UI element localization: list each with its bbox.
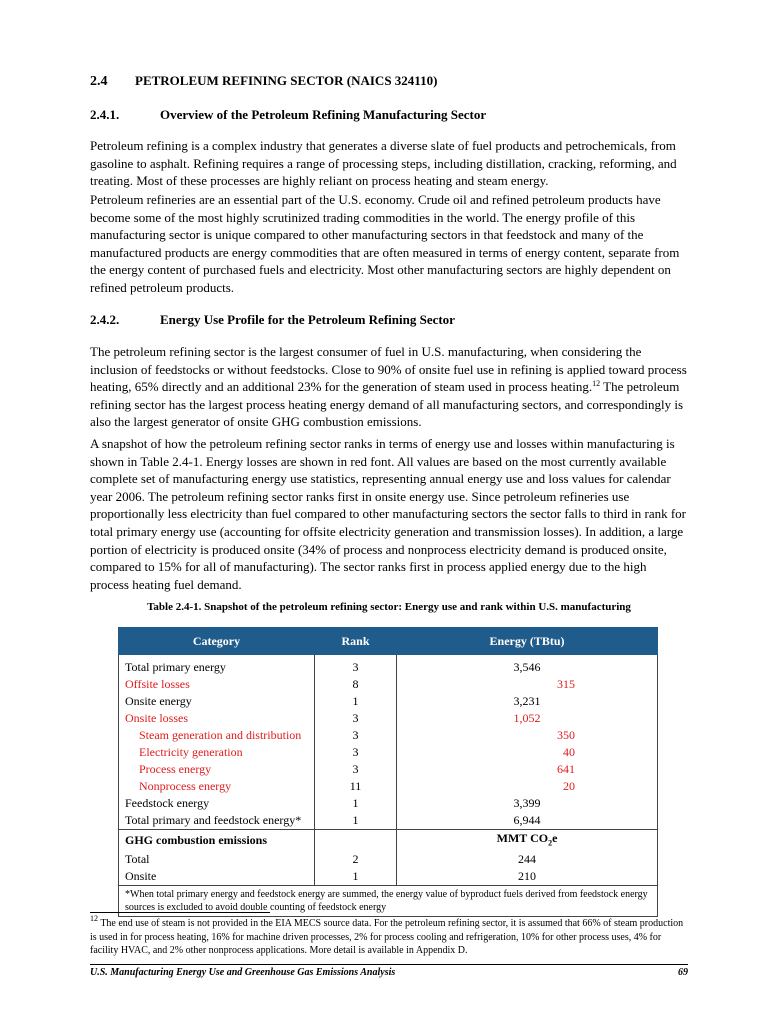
- subsection-number: 2.4.1.: [90, 107, 120, 122]
- footnote: [90, 914, 688, 958]
- table-row: [119, 778, 658, 795]
- energy-cell: 641: [397, 761, 658, 778]
- table-row: [119, 659, 658, 676]
- table-row: [119, 676, 658, 693]
- category-cell: Onsite: [119, 868, 315, 886]
- section-number: 2.4: [90, 74, 108, 89]
- column-header: Rank: [314, 628, 396, 655]
- page-footer: [90, 967, 688, 978]
- ghg-unit: MMT $CO_2e$: [397, 830, 658, 852]
- subsection-number: 2.4.2.: [90, 312, 120, 327]
- footnote-mark: 12: [90, 914, 98, 923]
- column-header: Category: [119, 628, 315, 655]
- table-row: [119, 851, 658, 868]
- energy-cell: 3,231: [397, 693, 658, 710]
- table-row: [119, 744, 658, 761]
- footnote-text: The end use of steam is not provided in the EIA MECS source data. For the petroleum refining sector, it is assumed that 66% of steam production is used in for process heating, 16% for machine driven processes, 2% for process cooling and refrigeration, 10% for other process uses, 4% for facility HVAC, and 2% other nonprocess applications. More detail is available in Appendix D.: [90, 918, 684, 956]
- table-row: [119, 868, 658, 886]
- paragraph-text: The petroleum refining sector has the largest process heating energy demand of all manufacturing sectors, and correspondingly is also the largest generator of onsite GHG combustion emissions.: [90, 379, 684, 430]
- rank-cell: 1: [314, 795, 396, 812]
- rank-cell: 1: [314, 693, 396, 710]
- table-note: *When total primary energy and feedstock energy are summed, the energy value of byproduct fuels derived from feedstock energy sources is excluded to avoid double counting of feedstock energy: [119, 886, 658, 917]
- subsection-title: Energy Use Profile for the Petroleum Refining Sector: [160, 312, 455, 327]
- footnote-reference: 12: [592, 379, 601, 389]
- category-cell: Electricity generation: [119, 744, 315, 761]
- energy-cell: 3,546: [397, 659, 658, 676]
- subsection-heading-energy-use: [90, 312, 455, 328]
- category-cell: Steam generation and distribution: [119, 727, 315, 744]
- section-title: PETROLEUM REFINING SECTOR (NAICS 324110): [135, 73, 438, 88]
- category-cell: Nonprocess energy: [119, 778, 315, 795]
- energy-cell: 20: [397, 778, 658, 795]
- section-heading: [90, 73, 437, 90]
- table-row: [119, 710, 658, 727]
- energy-cell: 315: [397, 676, 658, 693]
- table-row: [119, 795, 658, 812]
- table-row: [119, 761, 658, 778]
- energy-cell: 40: [397, 744, 658, 761]
- emission-cell: 210: [397, 868, 658, 886]
- page-number: 69: [678, 967, 688, 978]
- category-cell: Onsite energy: [119, 693, 315, 710]
- rank-cell: 3: [314, 744, 396, 761]
- category-cell: Feedstock energy: [119, 795, 315, 812]
- energy-snapshot-table: [118, 627, 658, 917]
- table-row: [119, 727, 658, 744]
- table-row: [119, 812, 658, 830]
- rank-cell: 2: [314, 851, 396, 868]
- energy-cell: 1,052: [397, 710, 658, 727]
- category-cell: Total primary energy: [119, 659, 315, 676]
- overview-paragraph-1: Petroleum refining is a complex industry that generates a diverse slate of fuel products and petrochemicals, from gasoline to asphalt. Refining requires a range of processing steps, including distillation, cracking, reforming, and treating. Most of these processes are highly reliant on process heating and steam energy.: [90, 138, 677, 189]
- table-row: [119, 693, 658, 710]
- energy-cell: 3,399: [397, 795, 658, 812]
- category-cell: Offsite losses: [119, 676, 315, 693]
- footer-title: U.S. Manufacturing Energy Use and Greenhouse Gas Emissions Analysis: [90, 967, 396, 978]
- rank-cell: 8: [314, 676, 396, 693]
- energy-use-paragraph-2: A snapshot of how the petroleum refining sector ranks in terms of energy use and losses within manufacturing is shown in Table 2.4-1. Energy losses are shown in red font. All values are based on the most currently available complete set of manufacturing energy use statistics, representing annual energy use and loss values for calendar year 2006. The petroleum refining sector ranks first in onsite energy use. Since petroleum refineries use proportionally less electricity than fuel compared to other manufacturing sectors the sector falls to third in rank for total primary energy use (accounting for offsite electricity generation and transmission losses). In addition, a large portion of electricity is produced onsite (34% of process and nonprocess electricity demand is produced onsite, compared to 15% for all of manufacturing). The sector ranks first in process applied energy due to the high process heating fuel demand.: [90, 436, 687, 592]
- overview-paragraph-2: Petroleum refineries are an essential part of the U.S. economy. Crude oil and refined petroleum products have become some of the most highly scrutinized trading commodities in the world. The energy profile of this manufacturing sector is unique compared to other manufacturing sectors in that feedstock and many of the manufactured products are energy commodities that are often measured in terms of energy content, separate from the energy content of purchased fuels and electricity. Most other manufacturing sectors are highly dependent on refined petroleum products.: [90, 192, 680, 295]
- ghg-header: GHG combustion emissions: [119, 830, 315, 852]
- rank-cell: 1: [314, 812, 396, 830]
- rank-cell: 3: [314, 710, 396, 727]
- category-cell: Process energy: [119, 761, 315, 778]
- subsection-heading-overview: [90, 107, 486, 123]
- rank-cell: 11: [314, 778, 396, 795]
- paragraph-text: The petroleum refining sector is the largest consumer of fuel in U.S. manufacturing, when considering the inclusion of feedstocks or without feedstocks. Close to 90% of onsite fuel use in refining is applied toward process heating, 65% directly and an additional 23% for the generation of steam used in process heating.: [90, 344, 687, 395]
- footer-divider: [90, 964, 688, 965]
- energy-cell: 6,944: [397, 812, 658, 830]
- rank-cell: 3: [314, 761, 396, 778]
- table-header-row: [119, 628, 658, 655]
- category-cell: Total: [119, 851, 315, 868]
- ghg-header-row: [119, 830, 658, 852]
- rank-cell: 1: [314, 868, 396, 886]
- energy-use-paragraph-1: [90, 343, 688, 431]
- category-cell: Onsite losses: [119, 710, 315, 727]
- rank-cell: 3: [314, 727, 396, 744]
- table-caption: Table 2.4-1. Snapshot of the petroleum refining sector: Energy use and rank within U.S. manufacturing: [147, 601, 631, 613]
- emission-cell: 244: [397, 851, 658, 868]
- footnote-divider: [90, 912, 270, 913]
- category-cell: Total primary and feedstock energy*: [119, 812, 315, 830]
- energy-cell: 350: [397, 727, 658, 744]
- column-header: Energy (TBtu): [397, 628, 658, 655]
- subsection-title: Overview of the Petroleum Refining Manufacturing Sector: [160, 107, 487, 122]
- rank-cell: 3: [314, 659, 396, 676]
